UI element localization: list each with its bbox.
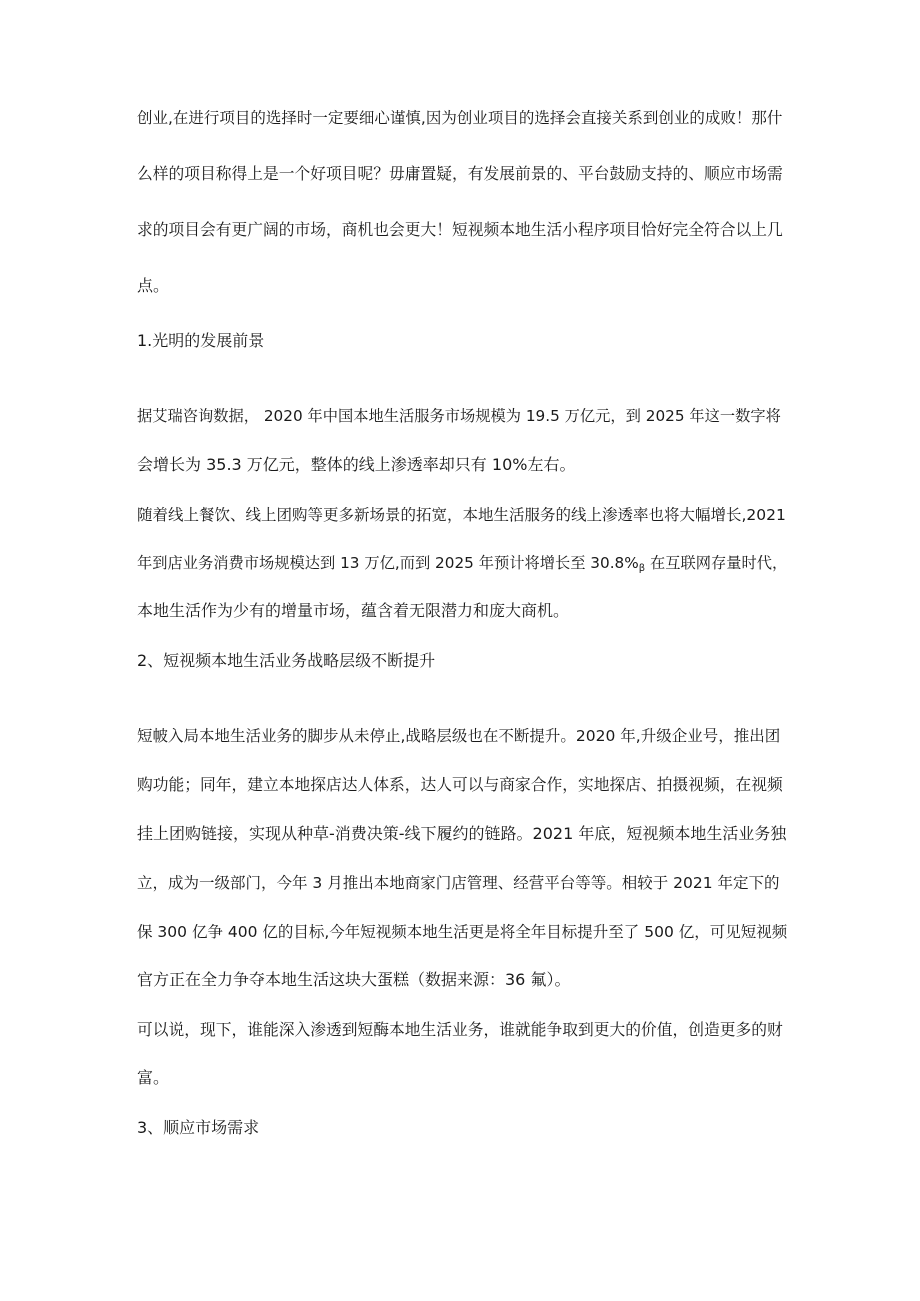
section1-p2-line-2 (137, 553, 787, 579)
intro-line-3: 求的项目会有更广阔的市场，商机也会更大！短视频本地生活小程序项目恰好完全符合以上几 (137, 220, 783, 239)
intro-line-4: 点。 (137, 276, 170, 295)
section2-p1-line-5: 保 300 亿争 400 亿的目标,今年短视频本地生活更是将全年目标提升至了 500 亿，可见短视频 (137, 923, 788, 941)
section1-p1-line-2: 会增长为 35.3 万亿元，整体的线上渗透率却只有 10%左右。 (137, 455, 576, 474)
section3-heading: 3、顺应市场需求 (137, 1118, 260, 1137)
section2-p1-line-1: 短帔入局本地生活业务的脚步从未停止,战略层级也在不断提升。2020 年,升级企业号，推出团 (137, 727, 781, 745)
section1-p2-line-2-tail: 在互联网存量时代， (645, 554, 788, 572)
section1-p2-line-1: 随着线上餐饮、线上团购等更多新场景的拓宽，本地生活服务的线上渗透率也将大幅增长,2021 (137, 506, 786, 524)
intro-line-1: 创业,在进行项目的选择时一定要细心谨慎,因为创业项目的选择会直接关系到创业的成败！那什 (137, 109, 783, 127)
section2-p2-line-1: 可以说，现下，谁能深入渗透到短酶本地生活业务，谁就能争取到更大的价值，创造更多的财 (137, 1020, 783, 1039)
section2-p2-line-2: 富。 (137, 1068, 170, 1087)
section2-p1-line-2: 购功能；同年，建立本地探店达人体系，达人可以与商家合作，实地探店、拍摄视频，在视频 (137, 775, 783, 794)
section1-p2-line-3: 本地生活作为少有的增量市场，蕴含着无限潜力和庞大商机。 (137, 601, 570, 620)
section1-heading: 1.光明的发展前景 (137, 331, 265, 350)
section2-heading: 2、短视频本地生活业务战略层级不断提升 (137, 651, 436, 670)
subscript-beta: β (638, 563, 646, 574)
section1-p1-line-1: 据艾瑞咨询数据， 2020 年中国本地生活服务市场规模为 19.5 万亿元，到 2025 年这一数字将 (137, 407, 781, 425)
section2-p1-line-6: 官方正在全力争夺本地生活这块大蛋糕（数据来源：36 氟）。 (137, 970, 571, 989)
section2-p1-line-3: 挂上团购链接，实现从种草-消费决策-线下履约的链路。2021 年底，短视频本地生活业务独 (137, 824, 787, 843)
intro-line-2: 么样的项目称得上是一个好项目呢？毋庸置疑，有发展前景的、平台鼓励支持的、顺应市场需 (137, 164, 783, 183)
section2-p1-line-4: 立，成为一级部门，今年 3 月推出本地商家门店管理、经营平台等等。相较于 2021 年定下的 (137, 874, 780, 892)
section1-p2-line-2-text: 年到店业务消费市场规模达到 13 万亿,而到 2025 年预计将增长至 30.8% (137, 554, 639, 572)
